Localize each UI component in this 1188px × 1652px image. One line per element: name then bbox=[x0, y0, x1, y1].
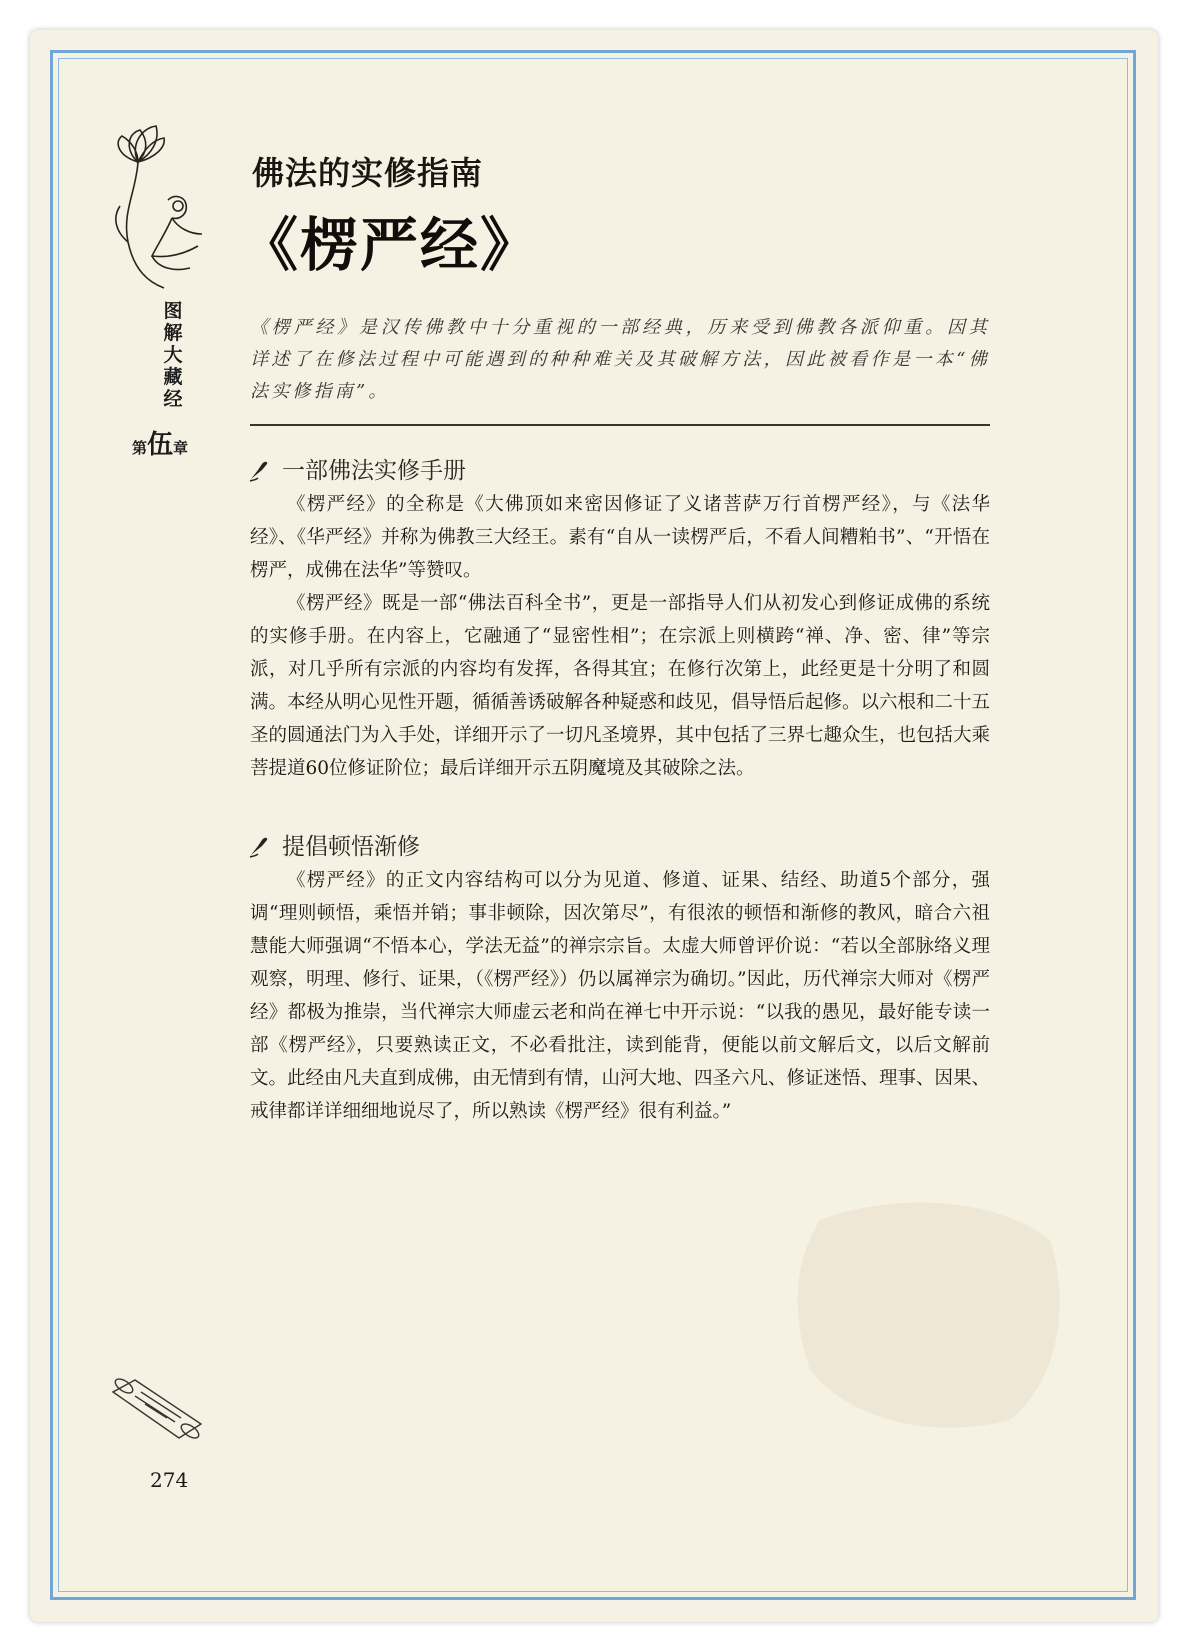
divider bbox=[250, 424, 990, 426]
section-body bbox=[250, 864, 990, 1128]
section-heading-text: 提倡顿悟渐修 bbox=[282, 834, 420, 860]
seal-watermark-icon bbox=[780, 1180, 1080, 1440]
chapter-suffix: 章 bbox=[173, 439, 189, 457]
intro-paragraph: 《楞严经》是汉传佛教中十分重视的一部经典，历来受到佛教各派仰重。因其详述了在修法过程中可能遇到的种种难关及其破解方法，因此被看作是一本“佛法实修指南”。 bbox=[250, 317, 990, 402]
section-heading-text: 一部佛法实修手册 bbox=[282, 458, 466, 484]
page-number: 274 bbox=[150, 1468, 189, 1492]
page-title: 《楞严经》 bbox=[240, 211, 541, 279]
book-title-char: 图 bbox=[163, 300, 183, 322]
section-heading bbox=[248, 828, 420, 861]
body-paragraph: 《楞严经》既是一部“佛法百科全书”，更是一部指导人们从初发心到修证成佛的系统的实修手册。在内容上，它融通了“显密性相”；在宗派上则横跨“禅、净、密、律”等宗派，对几乎所有宗派的内容均有发挥，各得其宜；在修行次第上，此经更是十分明了和圆满。本经从明心见性开题，循循善诱破解各种疑惑和歧见，倡导悟后起修。以六根和二十五圣的圆通法门为入手处，详细开示了一切凡圣境界，其中包括了三界七趣众生，也包括大乘菩提道60位修证阶位；最后详细开示五阴魔境及其破除之法。 bbox=[250, 593, 991, 779]
page-subtitle: 佛法的实修指南 bbox=[252, 154, 484, 192]
book-title-char: 解 bbox=[163, 322, 183, 344]
chapter-prefix: 第 bbox=[132, 439, 148, 457]
lotus-figure-icon bbox=[108, 122, 208, 292]
body-paragraph: 《楞严经》的全称是《大佛顶如来密因修证了义诸菩萨万行首楞严经》，与《法华经》、《华严经》并称为佛教三大经王。素有“自从一读楞严后，不看人间糟粕书”、“开悟在楞严，成佛在法华”等赞叹。 bbox=[250, 494, 990, 581]
section-heading bbox=[248, 452, 466, 485]
brush-icon bbox=[248, 834, 270, 858]
chapter-badge bbox=[132, 424, 188, 461]
book-title-char: 经 bbox=[163, 388, 183, 410]
chapter-number: 伍 bbox=[147, 430, 174, 460]
book-title-vertical bbox=[156, 300, 190, 410]
brush-icon bbox=[248, 458, 270, 482]
section-body bbox=[250, 488, 990, 785]
book-title-char: 藏 bbox=[163, 366, 183, 388]
book-title-char: 大 bbox=[163, 344, 183, 366]
body-paragraph: 《楞严经》的正文内容结构可以分为见道、修道、证果、结经、助道5个部分，强调“理则顿悟，乘悟并销；事非顿除，因次第尽”，有很浓的顿悟和渐修的教风，暗合六祖慧能大师强调“不悟本心，学法无益”的禅宗宗旨。太虚大师曾评价说：“若以全部脉络义理观察，明理、修行、证果，（《楞严经》）仍以属禅宗为确切。”因此，历代禅宗大师对《楞严经》都极为推崇，当代禅宗大师虚云老和尚在禅七中开示说：“以我的愚见，最好能专读一部《楞严经》，只要熟读正文，不必看批注，读到能背，便能以前文解后文，以后文解前文。此经由凡夫直到成佛，由无情到有情，山河大地、四圣六凡、修证迷悟、理事、因果、戒律都详详细细地说尽了，所以熟读《楞严经》很有利益。” bbox=[250, 870, 991, 1122]
scroll-icon bbox=[105, 1378, 215, 1448]
